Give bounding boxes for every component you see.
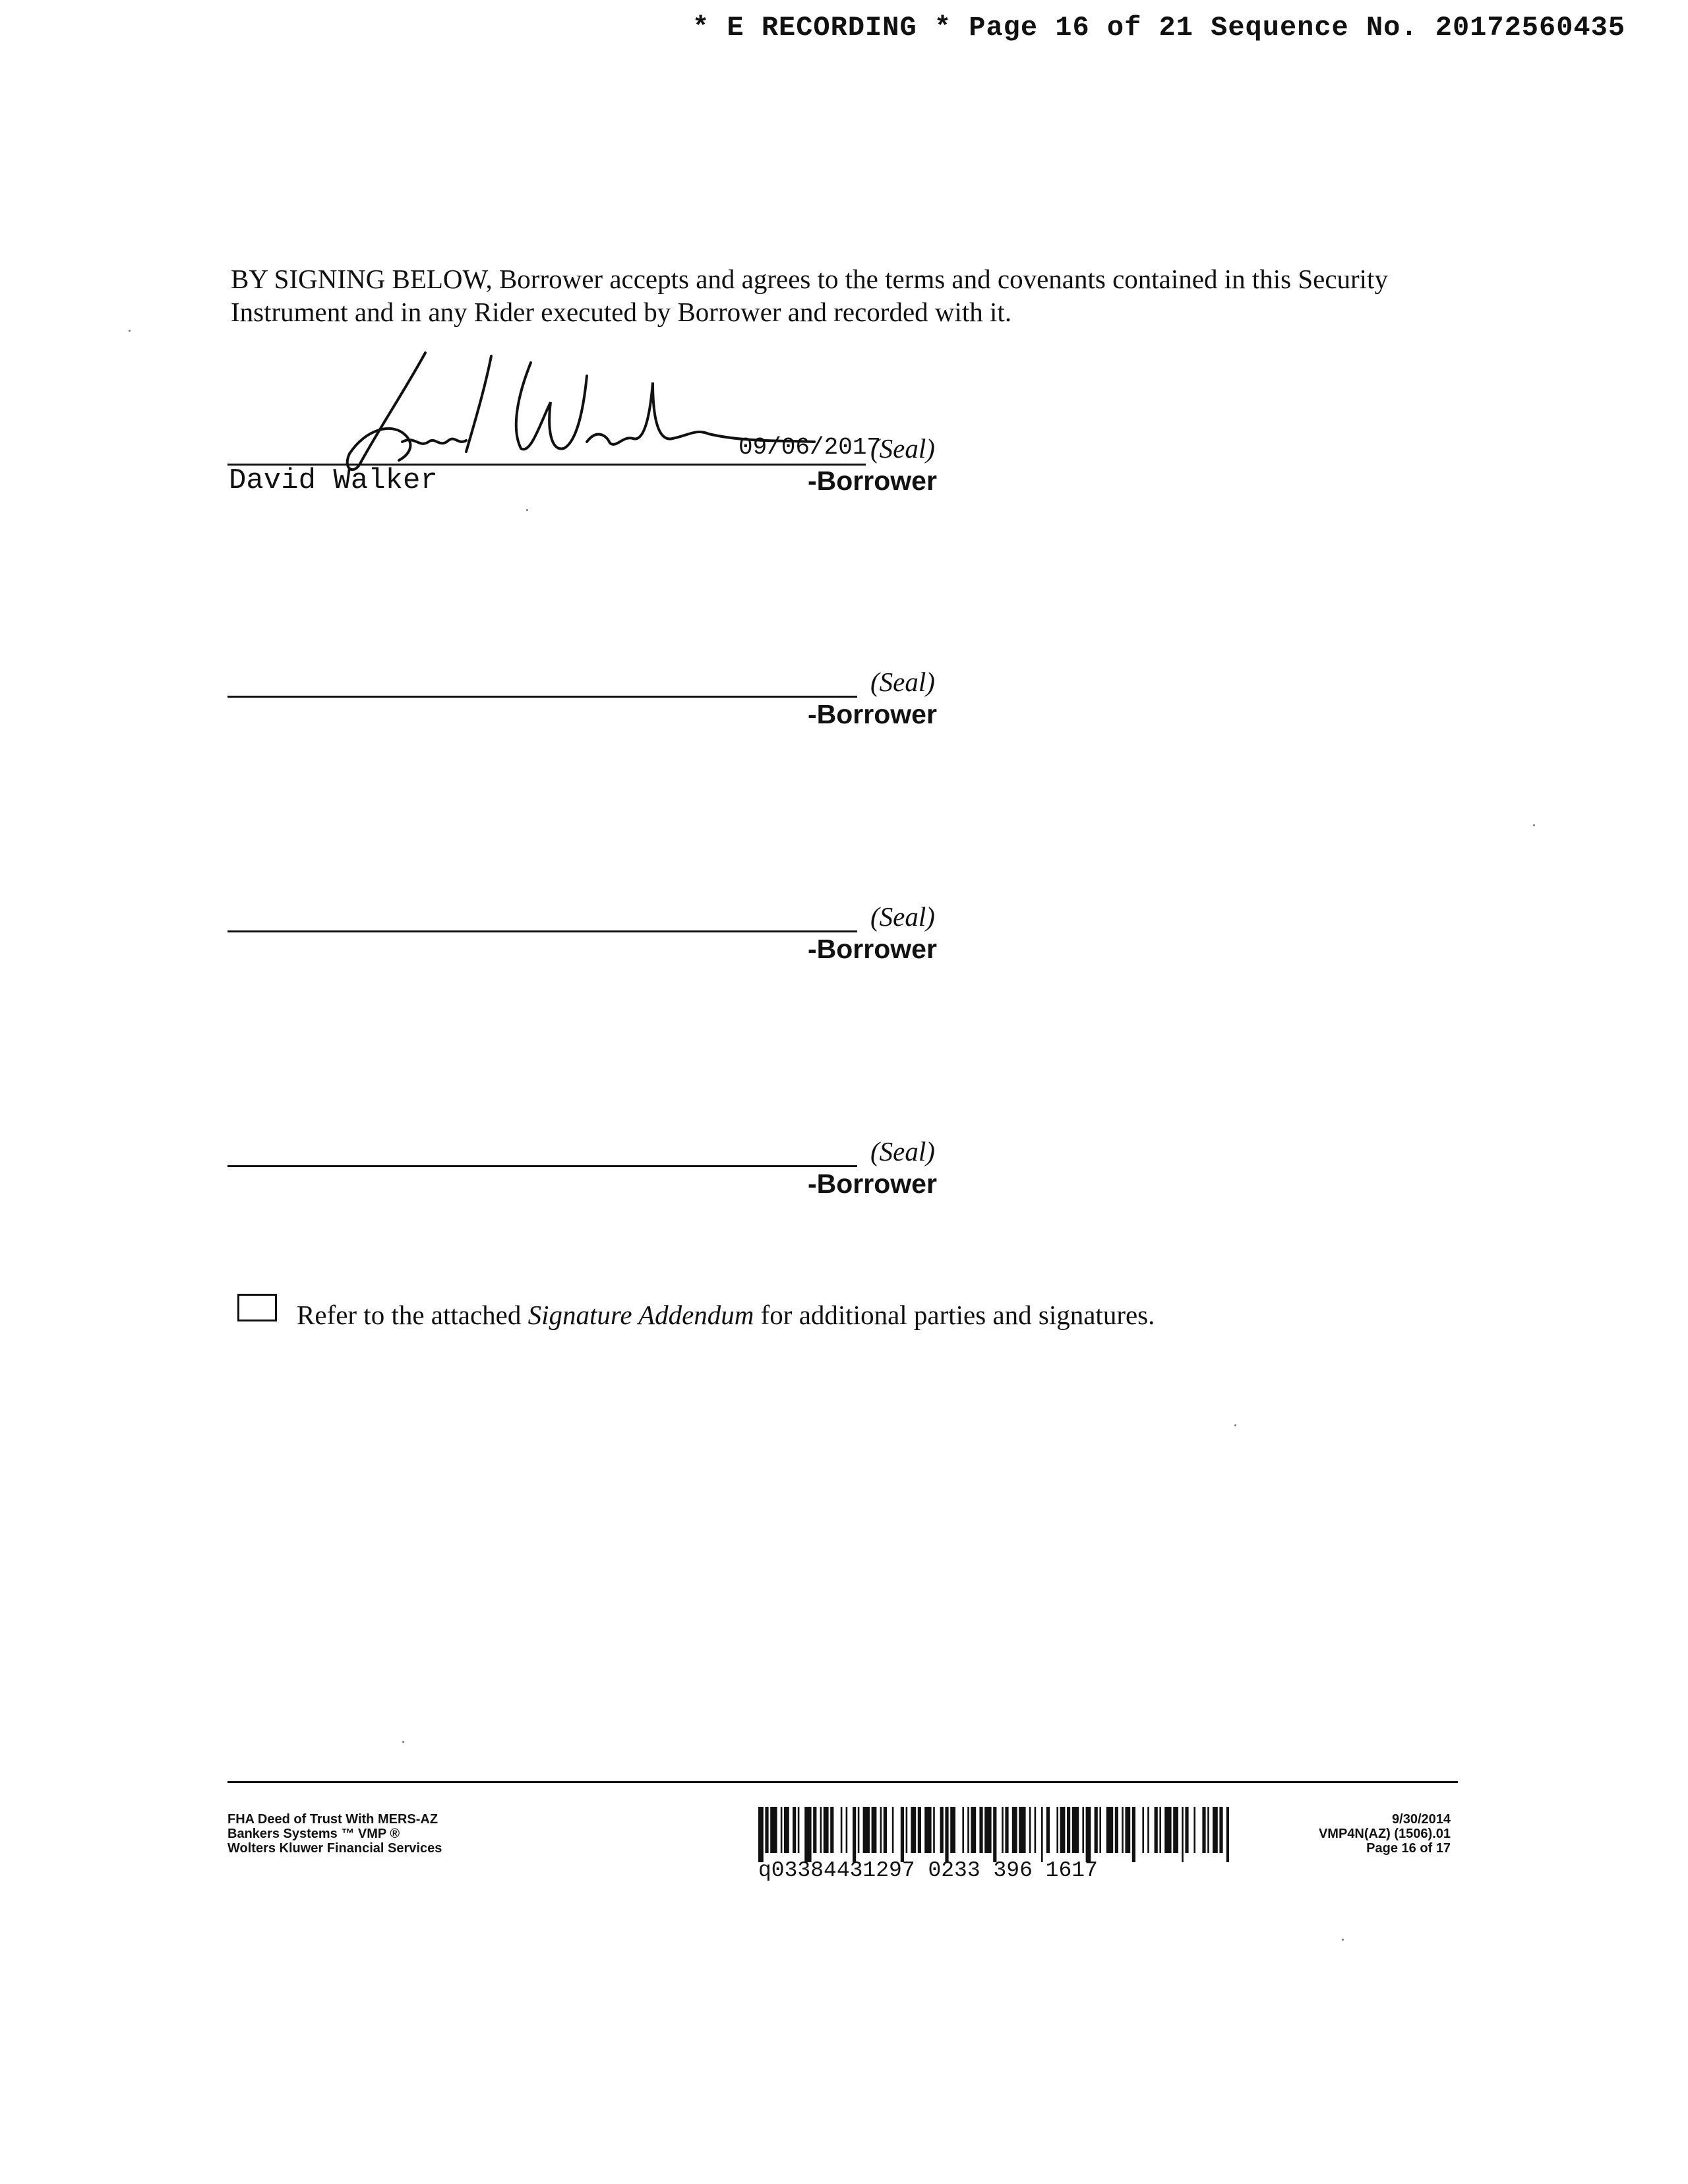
barcode-bar — [770, 1807, 777, 1853]
barcode-bar — [971, 1807, 976, 1853]
barcode-bar — [1142, 1807, 1144, 1853]
barcode-bar — [1067, 1807, 1070, 1853]
barcode-bar — [1147, 1807, 1149, 1853]
barcode-bar — [979, 1807, 982, 1853]
barcode-bar — [892, 1807, 894, 1853]
barcode-bar — [884, 1807, 887, 1853]
signature-line — [227, 696, 857, 698]
barcode-bar — [1005, 1807, 1008, 1853]
barcode-bar — [993, 1807, 996, 1862]
barcode-bar — [781, 1807, 783, 1853]
barcode-bar — [1115, 1807, 1118, 1853]
barcode-bar — [1095, 1807, 1098, 1853]
barcode-bar — [804, 1807, 811, 1862]
form-version: 9/30/2014 VMP4N(AZ) (1506).01 Page 16 of 17 — [1318, 1812, 1451, 1856]
signature-block-2 — [227, 666, 940, 745]
barcode-bar — [1106, 1807, 1113, 1853]
barcode-bar — [830, 1807, 833, 1853]
barcode-bar — [967, 1807, 969, 1853]
barcode-bar — [924, 1807, 931, 1853]
scan-speck — [526, 509, 528, 511]
barcode-bar — [1035, 1807, 1037, 1853]
barcode-bar — [793, 1807, 796, 1853]
barcode-bar — [933, 1807, 935, 1853]
barcode-bar — [1046, 1807, 1050, 1853]
borrower-role: -Borrower — [808, 1168, 937, 1199]
barcode-bar — [962, 1807, 964, 1853]
barcode-number: q03384431297 0233 396 1617 — [758, 1858, 1098, 1883]
barcode-bar — [1125, 1807, 1130, 1853]
seal-label: (Seal) — [870, 1136, 935, 1167]
barcode-bar — [1072, 1807, 1079, 1853]
barcode-bar — [1002, 1807, 1004, 1853]
barcode-bar — [1099, 1807, 1101, 1853]
signature-block-3 — [227, 901, 940, 980]
borrower-role: -Borrower — [808, 466, 937, 496]
barcode-bar — [901, 1807, 904, 1862]
barcode-bar — [1012, 1807, 1017, 1853]
recording-header: * E RECORDING * Page 16 of 21 Sequence No. 20172560435 — [692, 12, 1626, 44]
barcode-bar — [918, 1807, 921, 1853]
barcode-bar — [1019, 1807, 1025, 1853]
scan-speck — [1533, 824, 1535, 826]
barcode-bar — [1185, 1807, 1188, 1853]
barcode-bar — [872, 1807, 877, 1853]
seal-label: (Seal) — [870, 901, 935, 932]
scan-speck — [402, 1741, 404, 1743]
barcode-bar — [1029, 1807, 1031, 1853]
barcode-image — [758, 1807, 1229, 1862]
form-identity: FHA Deed of Trust With MERS-AZ Bankers Systems ™ VMP ® Wolters Kluwer Financial Services — [227, 1812, 442, 1856]
barcode-bar — [853, 1807, 856, 1862]
borrower-role: -Borrower — [808, 699, 937, 729]
barcode-bar — [813, 1807, 816, 1853]
barcode-bar — [841, 1807, 843, 1853]
signature-date: 09/06/2017 — [738, 434, 882, 461]
barcode-bar — [758, 1807, 764, 1862]
barcode-bar — [1182, 1807, 1184, 1862]
barcode-bar — [1060, 1807, 1066, 1853]
signature-addendum-checkbox[interactable] — [237, 1294, 277, 1321]
seal-label: (Seal) — [870, 433, 935, 464]
signature-line — [227, 930, 857, 932]
scan-speck — [129, 330, 131, 332]
signature-block-1 — [227, 343, 940, 501]
barcode-bar — [1056, 1807, 1058, 1853]
borrower-name: David Walker — [229, 464, 438, 497]
signature-addendum-text: Refer to the attached Signature Addendum for additional parties and signatures. — [297, 1300, 1155, 1330]
barcode-bar — [1173, 1807, 1178, 1853]
signature-line — [227, 1165, 857, 1167]
barcode-bar — [1164, 1807, 1171, 1853]
scan-speck — [1234, 1424, 1236, 1426]
barcode-bar — [911, 1807, 916, 1853]
footer-divider — [227, 1781, 1458, 1783]
barcode-bar — [1159, 1807, 1161, 1853]
barcode-bar — [945, 1807, 948, 1862]
barcode-bar — [1193, 1807, 1195, 1853]
signature-block-4 — [227, 1136, 940, 1215]
barcode-bar — [765, 1807, 768, 1853]
borrower-role: -Borrower — [808, 934, 937, 964]
barcode-bar — [1082, 1807, 1084, 1853]
barcode-bar — [784, 1807, 789, 1853]
seal-label: (Seal) — [870, 667, 935, 697]
barcode-bar — [858, 1807, 860, 1853]
barcode-bar — [1132, 1807, 1135, 1862]
barcode-bar — [906, 1807, 908, 1853]
barcode-bar — [863, 1807, 870, 1853]
barcode-bar — [1155, 1807, 1158, 1853]
addendum-title: Signature Addendum — [528, 1300, 754, 1330]
barcode-bar — [940, 1807, 944, 1853]
scan-speck — [1342, 1939, 1344, 1941]
barcode-bar — [950, 1807, 955, 1853]
barcode-bar — [1086, 1807, 1091, 1862]
barcode-bar — [798, 1807, 800, 1853]
barcode-bar — [824, 1807, 829, 1853]
barcode-bar — [880, 1807, 882, 1853]
barcode-bar — [846, 1807, 848, 1853]
signing-statement: BY SIGNING BELOW, Borrower accepts and agrees to the terms and covenants contained in this Security Instrument and in any Rider executed by Borrower and recorded with it. — [231, 264, 1388, 327]
barcode-bar — [984, 1807, 991, 1853]
barcode-bar — [1122, 1807, 1124, 1853]
barcode-bar — [1041, 1807, 1043, 1862]
barcode-bar — [820, 1807, 822, 1853]
